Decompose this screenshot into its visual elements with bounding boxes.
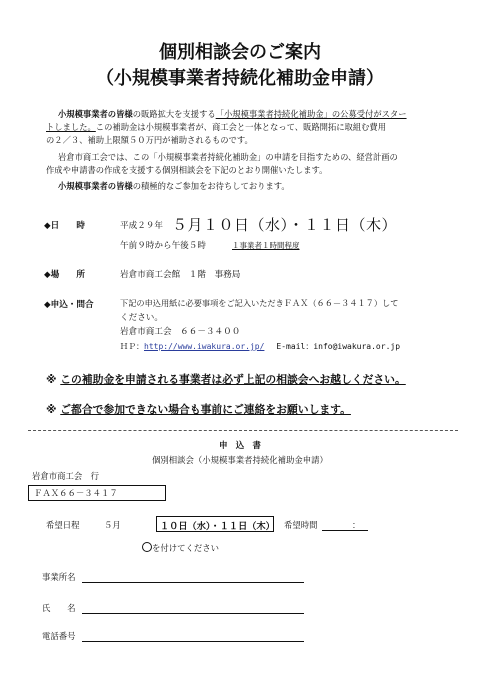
intro-line-1: 小規模事業者の皆様の販路拡大を支援する「小規模事業者持続化補助金」の公募受付がスター bbox=[58, 109, 407, 119]
time-note: １事業者１時間程度 bbox=[232, 241, 300, 250]
date-era: 平成２９年 bbox=[120, 221, 163, 231]
flyer-subtitle: （小規模事業者持続化補助金申請） bbox=[96, 68, 384, 89]
flyer-title: 個別相談会のご案内 bbox=[159, 42, 321, 63]
wish-date-label: 希望日程 bbox=[46, 520, 80, 530]
date-label: ◆日 時 bbox=[44, 221, 85, 231]
person-name-field[interactable] bbox=[82, 613, 304, 614]
wish-month: ５月 bbox=[104, 520, 121, 530]
intro-line-4: 岩倉市商工会では、この「小規模事業者持続化補助金」の申請を目指すための、経営計画の bbox=[58, 152, 398, 162]
wish-time-colon: ： bbox=[352, 520, 361, 530]
business-name-label: 事業所名 bbox=[42, 572, 76, 582]
apply-instruction-2: ください。 bbox=[120, 313, 163, 323]
intro-line-5: 作成や申請書の作成を支援する個別相談会を下記のとおり開催いたします。 bbox=[46, 165, 328, 175]
homepage-link[interactable]: http://www.iwakura.or.jp/ bbox=[144, 342, 265, 351]
place-label: ◆場 所 bbox=[44, 270, 85, 280]
form-subheading: 個別相談会（小規模事業者持続化補助金申請） bbox=[152, 455, 328, 465]
phone-field[interactable] bbox=[82, 641, 304, 642]
contact-email: E-mail：info@iwakura.or.jp bbox=[276, 342, 401, 351]
program-name: 「小規模事業者持続化補助金」 bbox=[215, 109, 332, 119]
notice-contact: ※ ご都合で参加できない場合も事前にご連絡をお願いします。 bbox=[46, 403, 351, 416]
cut-line bbox=[28, 430, 458, 431]
form-recipient: 岩倉市商工会 行 bbox=[32, 471, 99, 481]
apply-instruction: 下記の申込用紙に必要事項をご記入いただきＦＡＸ（６６－３４１７）して bbox=[120, 298, 399, 308]
apply-label: ◆申込・問合 bbox=[44, 300, 94, 310]
wish-time-label: 希望時間 bbox=[284, 520, 318, 530]
person-name-label: 氏 名 bbox=[42, 603, 76, 613]
business-name-field[interactable] bbox=[82, 582, 304, 583]
form-heading: 申 込 書 bbox=[219, 440, 261, 450]
contact-phone: 岩倉市商工会 ６６－３４００ bbox=[120, 327, 241, 337]
event-place: 岩倉市商工会館 １階 事務局 bbox=[120, 270, 241, 280]
intro-line-6: 小規模事業者の皆様の積極的なご参加をお待ちしております。 bbox=[58, 181, 290, 191]
intro-line-2: トしました。この補助金は小規模事業者が、商工会と一体となって、販路開拓に取組む費用 bbox=[46, 122, 387, 132]
wish-time-field[interactable] bbox=[322, 530, 368, 531]
event-time: 午前９時から午後５時 bbox=[120, 241, 206, 251]
circle-icon bbox=[142, 542, 152, 552]
notice-required: ※ この補助金を申請される事業者は必ず上記の相談会へお越しください。 bbox=[46, 373, 406, 386]
contact-web: ＨＰ：http://www.iwakura.or.jp/ E-mail：info@iwakura.or.jp bbox=[120, 342, 401, 351]
circle-instruction: を付けてください bbox=[142, 542, 219, 554]
phone-label: 電話番号 bbox=[42, 631, 76, 641]
intro-line-3: の２／３、補助上限額５０万円が補助されるものです。 bbox=[46, 135, 253, 145]
wish-days[interactable]: １０日（水）・１１日（木） bbox=[160, 521, 275, 532]
event-dates: ５月１０日（水）・１１日（木） bbox=[172, 216, 398, 234]
form-fax: ＦＡＸ６６－３４１７ bbox=[34, 488, 118, 498]
